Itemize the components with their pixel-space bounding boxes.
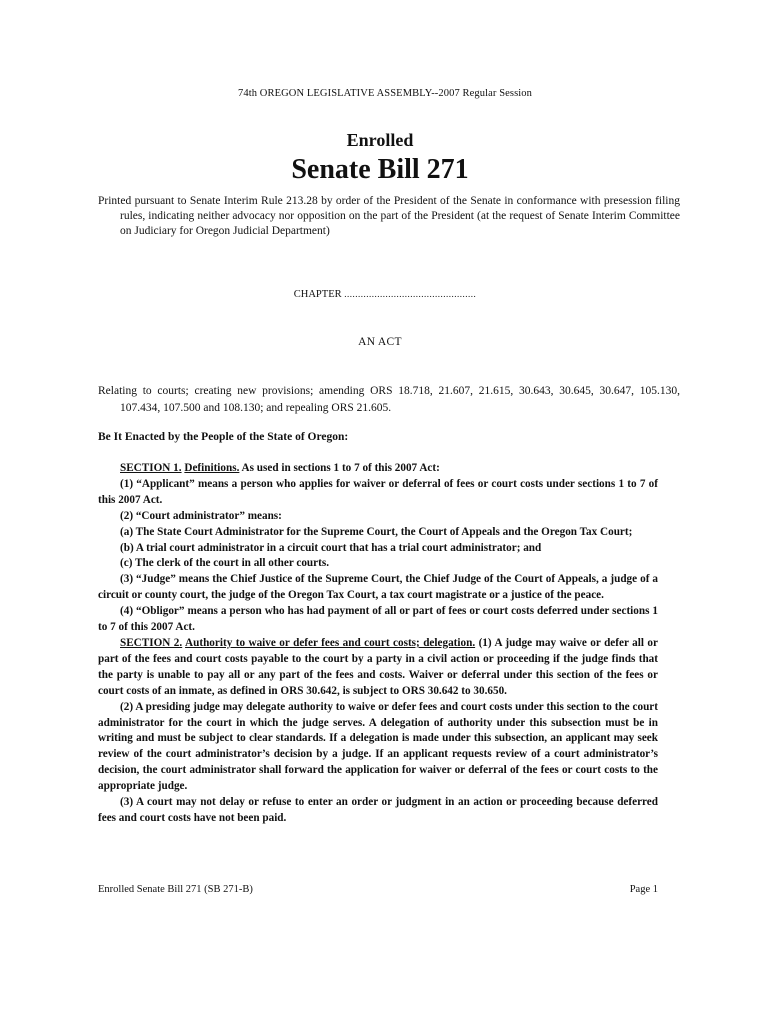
chapter-label: CHAPTER [293, 289, 342, 300]
chapter-dots: ................................................ [344, 289, 477, 299]
chapter-line [0, 289, 770, 300]
footer-bill-reference: Enrolled Senate Bill 271 (SB 271-B) [98, 884, 253, 895]
section-1-p1: (1) “Applicant” means a person who applies for waiver or deferral of fees or court costs under sections 1 to 7 of this 2007 Act. [98, 477, 658, 506]
section-2-heading: Authority to waive or defer fees and court costs; delegation. [185, 636, 476, 649]
section-1-intro-text: As used in sections 1 to 7 of this 2007 Act: [239, 462, 440, 474]
section-2-p2: (2) A presiding judge may delegate authority to waive or defer fees and court costs under this section to the court administrator for the court in which the judge serves. A delegation of authority under this subsection must be in writing and must be subject to clear standards. If a delegation is made under this subsection, an applicant may seek review of the court administrator’s decision by a judge. If an applicant requests review of a court administrator’s decision, the court administrator shall forward the application for waiver or deferral of the fees or court costs to the appropriate judge. [98, 700, 658, 793]
printed-note: Printed pursuant to Senate Interim Rule 213.28 by order of the President of the Senate in conformance with presession filing rules, indicating neither advocacy nor opposition on the part of the President (at the request of Senate Interim Committee on Judiciary for Oregon Judicial Department) [98, 195, 680, 237]
section-1-intro [98, 461, 658, 477]
section-1-p2c: (c) The clerk of the court in all other courts. [120, 557, 330, 570]
section-1-heading: Definitions. [184, 462, 240, 474]
an-act-heading: AN ACT [358, 336, 402, 348]
section-2-p1-text: (1) A judge may waive or defer all or part of the fees and court costs payable to the court by a party in a civil action or proceeding if the judge finds that the party is unable to pay all or any part of the fees and costs. Waiver or deferral under this section of the fees or court costs of an inmate, as defined in ORS 30.642, is subject to ORS 30.642 to 30.650. [98, 636, 658, 697]
section-2-label: SECTION 2. [120, 636, 183, 649]
session-header: 74th OREGON LEGISLATIVE ASSEMBLY--2007 Regular Session [238, 88, 532, 99]
section-1-p2b: (b) A trial court administrator in a circuit court that has a trial court administrator; and [120, 541, 542, 554]
bill-title: Senate Bill 271 [291, 154, 469, 185]
bill-body [98, 461, 658, 827]
page-footer [98, 884, 658, 895]
section-1-p2: (2) “Court administrator” means: [120, 509, 282, 522]
section-1-label: SECTION 1. [120, 462, 182, 474]
enacting-clause: Be It Enacted by the People of the State of Oregon: [98, 431, 349, 443]
section-2-p1 [98, 636, 658, 700]
section-1-p4: (4) “Obligor” means a person who has had payment of all or part of fees or court costs deferred under sections 1 to 7 of this 2007 Act. [98, 605, 658, 634]
section-1-p2a: (a) The State Court Administrator for the Supreme Court, the Court of Appeals and the Oregon Tax Court; [120, 525, 633, 538]
relating-clause: Relating to courts; creating new provisions; amending ORS 18.718, 21.607, 21.615, 30.643, 30.645, 30.647, 105.130, 107.434, 107.500 and 108.130; and repealing ORS 21.605. [98, 385, 680, 414]
section-1-p3: (3) “Judge” means the Chief Justice of the Supreme Court, the Chief Judge of the Court of Appeals, a judge of a circuit or county court, the judge of the Oregon Tax Court, a tax court magistrate or a justice of the peace. [98, 573, 658, 602]
footer-page-number: Page 1 [629, 884, 658, 895]
enrolled-label: Enrolled [346, 130, 414, 150]
section-2-p3: (3) A court may not delay or refuse to enter an order or judgment in an action or proceeding because deferred fees and court costs have not been paid. [98, 796, 658, 824]
